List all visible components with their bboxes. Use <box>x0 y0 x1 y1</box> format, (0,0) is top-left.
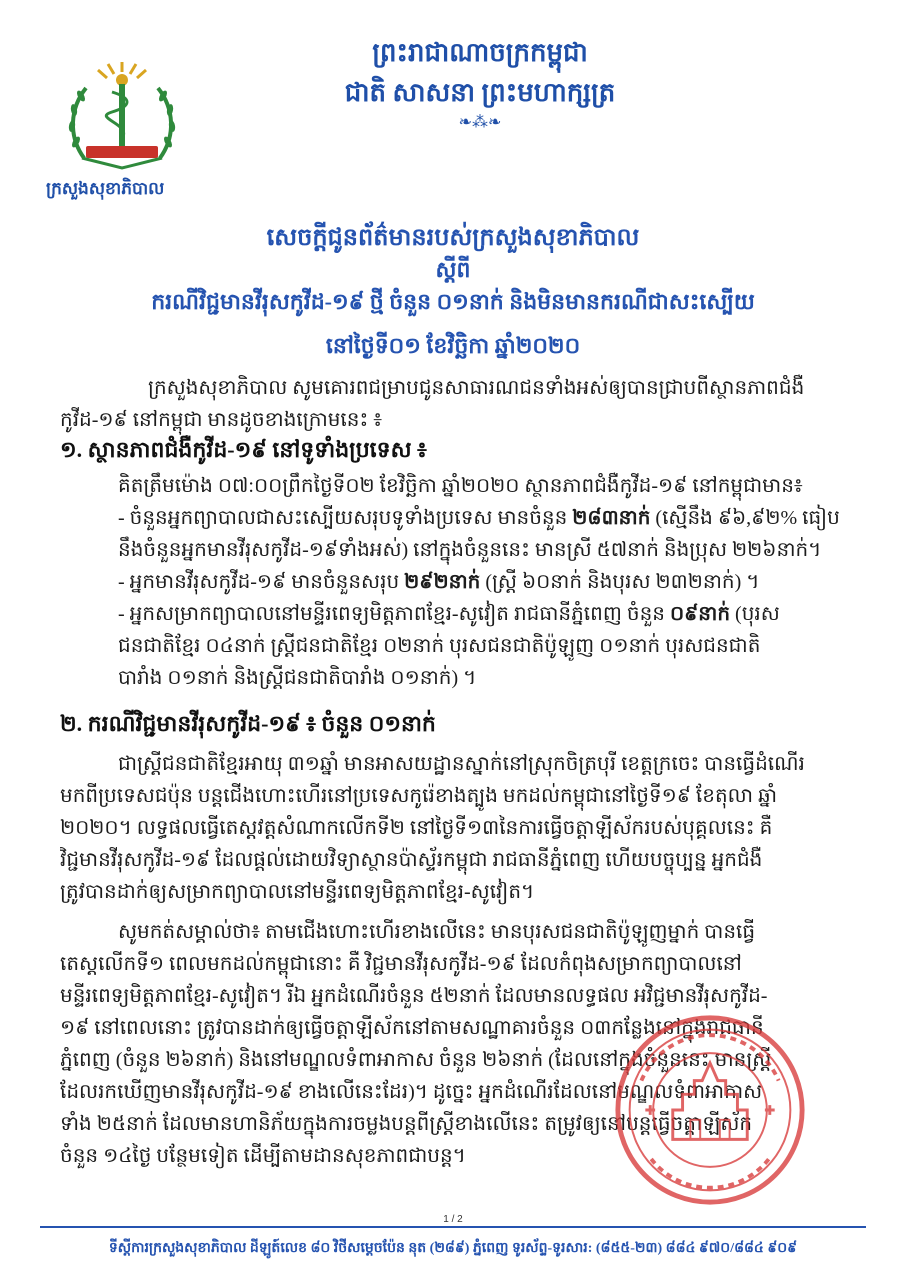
recovered-text: - ចំនួនអ្នកព្យាបាលជាសះស្បើយសរុបទូទាំងប្រទេស មានចំនួន <box>118 507 573 529</box>
recovered-percent: (ស្មើនឹង ៩៦,៩២% ធៀប <box>650 507 840 529</box>
note-paragraph-line: ភ្នំពេញ (ចំនួន ២៦នាក់) និងនៅមណ្ឌលទំពាអាកាស ចំនួន ២៦នាក់ (ដែលនៅក្នុងចំនួននេះ មានស្ត្រី <box>60 1049 772 1071</box>
press-release-title: សេចក្តីជូនព័ត៌មានរបស់ក្រសួងសុខាភិបាល <box>266 225 640 251</box>
intro-line-1: ក្រសួងសុខាភិបាល សូមគោរពជម្រាបជូនសាធារណជនទាំងអស់ឲ្យបានជ្រាបពីស្ថានភាពជំងឺ <box>148 377 805 399</box>
note-paragraph-line: តេស្តលើកទី១ ពេលមកដល់កម្ពុជានោះ គឺ វិជ្ជមានវីរុសកូវីដ-១៩ ដែលកំពុងសម្រាកព្យាបាលនៅ <box>60 953 742 975</box>
note-paragraph-line: ១៩ នៅពេលនោះ ត្រូវបានដាក់ឲ្យធ្វើចត្តាឡីស័កនៅតាមសណ្ឋាគារចំនួន ០៣កន្លែងនៅក្នុងរាជធានី <box>60 1017 764 1039</box>
footer-divider <box>40 1226 866 1228</box>
note-paragraph-line: ដែលរកឃើញមានវីរុសកូវីដ-១៩ ខាងលើនេះដែរ)។ ដូច្នេះ អ្នកដំណើរដែលនៅមណ្ឌលទំពាអាកាស <box>60 1081 763 1103</box>
official-stamp-icon <box>612 1012 808 1208</box>
section-2-heading: ២. ករណីវិជ្ជមានវីរុសកូវីដ-១៩ ៖ ចំនួន ០១នាក់ <box>60 711 436 736</box>
press-release-subject-label: ស្តីពី <box>435 257 471 282</box>
hospitalized-line-2: ជនជាតិខ្មែរ ០៤នាក់ ស្ត្រីជនជាតិខ្មែរ ០២នាក់ បុរសជនជាតិប៉ូឡូញ ០១នាក់ បុរសជនជាតិ <box>118 635 761 657</box>
total-cases-text: - អ្នកមានវីរុសកូវីដ-១៩ មានចំនួនសរុប <box>118 571 405 593</box>
case-paragraph-line: ត្រូវបានដាក់ឲ្យសម្រាកព្យាបាលនៅមន្ទីរពេទ្យមិត្តភាពខ្មែរ-សូវៀត។ <box>60 881 535 903</box>
total-cases-bullet <box>118 568 848 598</box>
hospitalized-open: (បុរស <box>730 603 780 625</box>
case-paragraph-line: ២០២០។ លទ្ធផលធ្វើតេស្តវត្តសំណាកលើកទី២ នៅថ្ងៃទី១៣នៃការធ្វើចត្តាឡីស័ករបស់បុគ្គលនេះ គឺ <box>60 817 773 839</box>
footer-contact: ទីស្តីការក្រសួងសុខាភិបាល ដីឡូត៍លេខ ៨០ វិថីសម្តេចប៉ែន នុត (២៨៩) ភ្នំពេញ ទូរស័ព្ទ-ទូរសារ: (៨៥៥-២៣) ៨៨៤ ៩៧០/៨៨៤ ៩០៩ <box>108 1241 798 1256</box>
recovered-bullet-line-2: នឹងចំនួនអ្នកមានវីរុសកូវីដ-១៩ទាំងអស់) នៅក្នុងចំនួននេះ មានស្រី ៥៧នាក់ និងប្រុស ២២៦នាក់។ <box>118 539 822 561</box>
section-1-heading: ១. ស្ថានភាពជំងឺកូវីដ-១៩ នៅទូទាំងប្រទេស ៖ <box>60 437 427 462</box>
kingdom-motto: ជាតិ សាសនា ព្រះមហាក្សត្រ <box>344 78 616 107</box>
hospitalized-text: - អ្នកសម្រាកព្យាបាលនៅមន្ទីរពេទ្យមិត្តភាពខ្មែរ-សូវៀត រាជធានីភ្នំពេញ ចំនួន <box>118 603 670 625</box>
page-number: 1 / 2 <box>438 1214 468 1225</box>
note-paragraph-line: មន្ទីរពេទ្យមិត្តភាពខ្មែរ-សូវៀត។ រីឯ អ្នកដំណើរចំនួន ៥២នាក់ ដែលមានលទ្ធផល អវិជ្ជមានវីរុសកូវីដ- <box>60 985 768 1007</box>
total-cases-count: ២៩២នាក់ <box>404 571 481 593</box>
case-paragraph-line: ជាស្ត្រីជនជាតិខ្មែរអាយុ ៣១ឆ្នាំ មានអាសយដ្ឋានស្នាក់នៅស្រុកចិត្របុរី ខេត្តក្រចេះ បានធ្វើដំណើរ <box>118 753 805 775</box>
case-paragraph-line: មកពីប្រទេសជប៉ុន បន្តជើងហោះហើរនៅប្រទេសកូរ៉េខាងត្បូង មកដល់កម្ពុជានៅថ្ងៃទី១៩ ខែតុលា ឆ្នាំ <box>60 785 778 807</box>
recovered-bullet <box>118 504 848 534</box>
ministry-label: ក្រសួងសុខាភិបាល <box>46 179 165 198</box>
note-paragraph-line: សូមកត់សម្គាល់ថា៖ តាមជើងហោះហើរខាងលើនេះ មានបុរសជនជាតិប៉ូឡូញម្នាក់ បានធ្វើ <box>118 921 756 943</box>
total-cases-breakdown: (ស្ត្រី ៦០នាក់ និងបុរស ២៣២នាក់) ។ <box>480 571 760 593</box>
ornament-divider: ❧⁂❧ <box>458 112 502 131</box>
hospitalized-line-3: បារាំង ០១នាក់ និងស្ត្រីជនជាតិបារាំង ០១នាក់) ។ <box>118 667 477 689</box>
section-1-line-1: គិតត្រឹមម៉ោង ០៧:០០ព្រឹកថ្ងៃទី០២ ខែវិច្ឆិកា ឆ្នាំ២០២០ ស្ថានភាពជំងឺកូវីដ-១៩ នៅកម្ពុជាមាន៖ <box>118 475 803 497</box>
note-paragraph-line: ទាំង ២៥នាក់ ដែលមានហានិភ័យក្នុងការចម្លងបន្តពីស្ត្រីខាងលើនេះ តម្រូវឲ្យនៅបន្តធ្វើចត្តាឡីស័ក <box>60 1113 753 1135</box>
hospitalized-bullet <box>118 600 848 630</box>
hospitalized-count: ០៩នាក់ <box>669 603 731 625</box>
kingdom-title: ព្រះរាជាណាចក្រកម្ពុជា <box>372 38 588 67</box>
press-release-date: នៅថ្ងៃទី០១ ខែវិច្ឆិកា ឆ្នាំ២០២០ <box>325 333 581 358</box>
ministry-emblem-icon <box>62 58 182 178</box>
recovered-count: ២៨៣នាក់ <box>572 507 651 529</box>
press-release-subject: ករណីវិជ្ជមានវីរុសកូវីដ-១៩ ថ្មី ចំនួន ០១នាក់ និងមិនមានករណីជាសះស្បើយ <box>151 289 755 314</box>
note-paragraph-line: ចំនួន ១៤ថ្ងៃ បន្ថែមទៀត ដើម្បីតាមដានសុខភាពជាបន្ត។ <box>60 1145 466 1167</box>
case-paragraph-line: វិជ្ជមានវីរុសកូវីដ-១៩ ដែលផ្តល់ដោយវិទ្យាស្ថានប៉ាស្ទ័រកម្ពុជា រាជធានីភ្នំពេញ ហើយបច្ចុប្បន្ន អ្នកជំងឺ <box>60 849 763 871</box>
intro-line-2: កូវីដ-១៩ នៅកម្ពុជា មានដូចខាងក្រោមនេះ ៖ <box>60 409 383 431</box>
